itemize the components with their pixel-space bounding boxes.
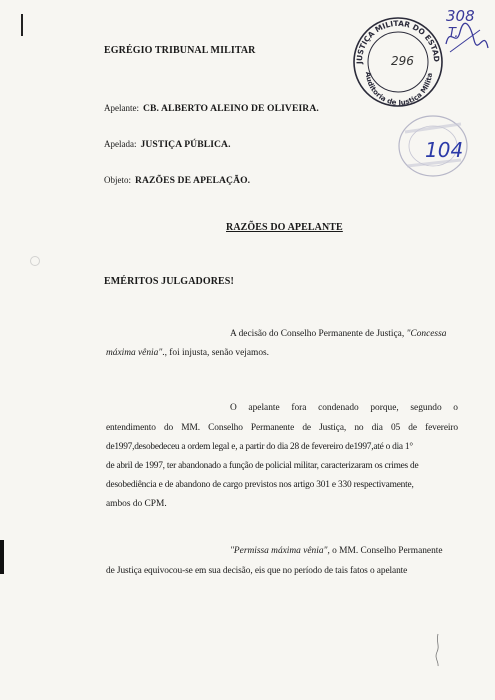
paragraph-3-line-2: de Justiça equivocou-se em sua decisão, eis que no período de tais fatos o apelante xyxy=(106,566,408,576)
seal-number: 296 xyxy=(391,54,414,68)
punch-hole-mark xyxy=(30,256,40,266)
p3-italic: "Permissa máxima vênia" xyxy=(230,546,328,556)
signature-scribble xyxy=(440,18,492,58)
paragraph-2-line-2: entendimento do MM. Conselho Permanente de Justiça, no dia 05 de fevereiro xyxy=(106,423,458,433)
seal-bottom-text: Auditoria de Justiça Milita xyxy=(363,71,435,108)
apelante-label: Apelante: xyxy=(104,103,139,113)
paragraph-2-line-4: de abril de 1997, ter abandonado a função de policial militar, caracterizaram os crimes de xyxy=(106,461,419,471)
paragraph-3-line-1 xyxy=(230,546,443,556)
p3-rest: , o MM. Conselho Permanente xyxy=(327,546,443,556)
paragraph-1-line-1 xyxy=(230,329,446,339)
p1-lead: A decisão do Conselho Permanente de Justiça, xyxy=(230,329,407,339)
p1-italic-1: "Concessa xyxy=(406,329,447,339)
salutation: EMÉRITOS JULGADORES! xyxy=(104,276,234,287)
p1-italic-2: máxima vênia" xyxy=(106,348,163,358)
apelada-line xyxy=(104,134,231,152)
margin-mark-bottom xyxy=(0,540,4,574)
paragraph-2-line-5: desobediência e de abandono de cargo previstos nos artigo 301 e 330 respectivamente, xyxy=(106,480,414,490)
objeto-line xyxy=(104,170,250,188)
court-title: EGRÉGIO TRIBUNAL MILITAR xyxy=(104,45,256,56)
document-title: RAZÕES DO APELANTE xyxy=(226,222,343,233)
apelante-value: CB. ALBERTO ALEINO DE OLIVEIRA. xyxy=(143,103,319,114)
seal-graphic xyxy=(350,14,445,109)
folio-initials: T. xyxy=(448,26,459,41)
apelada-value: JUSTIÇA PÚBLICA. xyxy=(140,139,231,150)
secondary-stamp-number: 104 xyxy=(425,138,464,162)
folio-number: 308 xyxy=(446,7,475,25)
seal-top-text: JUSTIÇA MILITAR DO ESTAD xyxy=(354,18,442,65)
objeto-label: Objeto: xyxy=(104,175,131,185)
paragraph-1-line-2 xyxy=(106,348,269,358)
objeto-value: RAZÕES DE APELAÇÃO. xyxy=(135,175,251,186)
paragraph-2-line-1: O apelante fora condenado porque, segundo o xyxy=(230,403,458,413)
margin-mark-top xyxy=(21,14,23,36)
official-seal xyxy=(350,14,445,109)
p1-rest: ., foi injusta, senão vejamos. xyxy=(162,348,270,358)
paragraph-2-line-6: ambos do CPM. xyxy=(106,499,167,509)
paragraph-2-line-3: de1997,desobedeceu a ordem legal e, a partir do dia 28 de fevereiro de1997,até o dia 1° xyxy=(106,442,413,452)
faint-pen-mark xyxy=(432,632,444,668)
apelante-line xyxy=(104,98,319,116)
apelada-label: Apelada: xyxy=(104,139,137,149)
